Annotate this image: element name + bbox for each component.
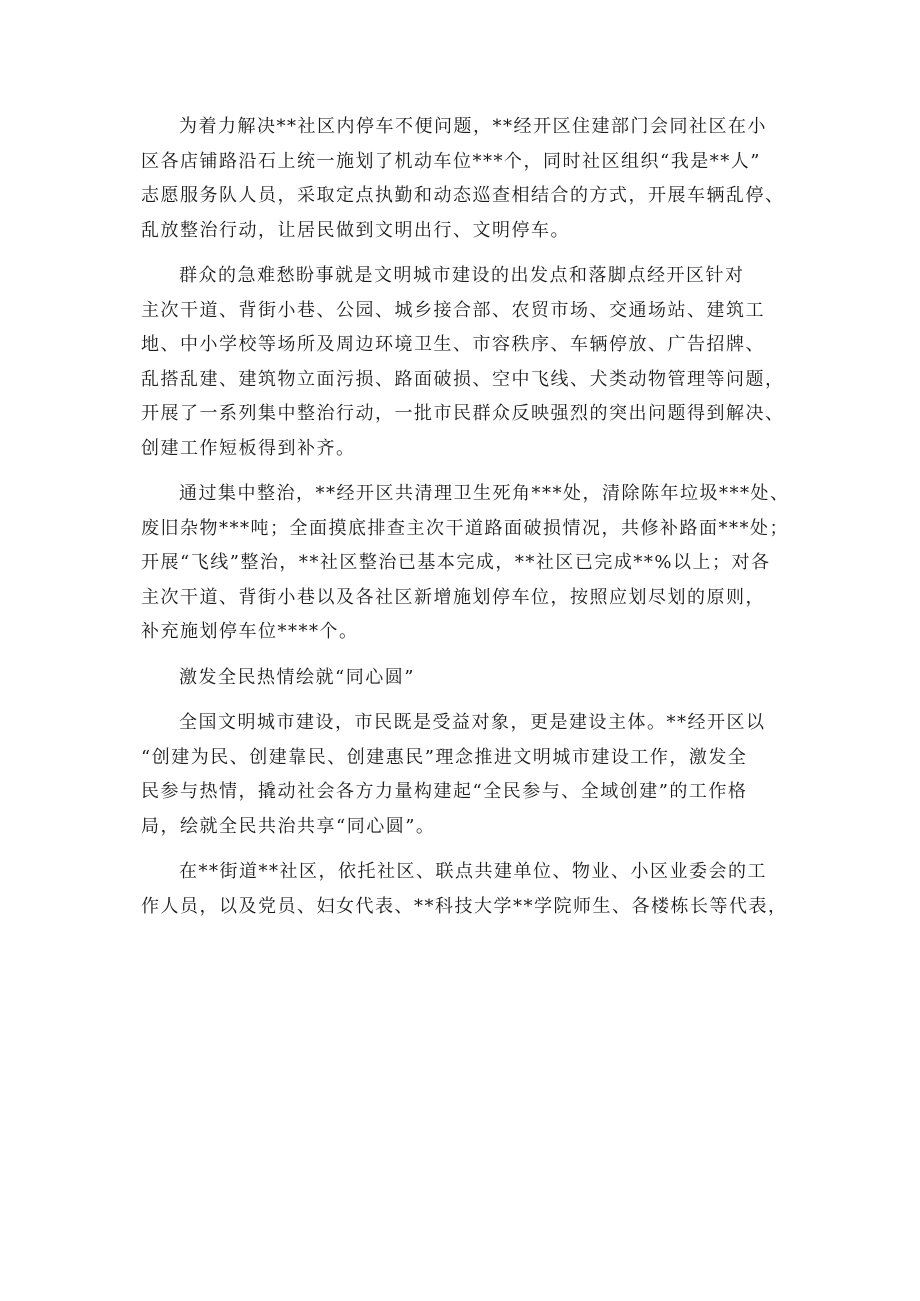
paragraph-line: 创建工作短板得到补齐。 bbox=[141, 437, 356, 459]
paragraph-line: 主次干道、背街小巷以及各社区新增施划停车位，按照应划尽划的原则， bbox=[141, 586, 765, 608]
paragraph-line: 局，绘就全民共治共享“同心圆”。 bbox=[141, 815, 436, 837]
paragraph-line: 乱放整治行动，让居民做到文明出行、文明停车。 bbox=[141, 219, 570, 241]
paragraph-line: 开展“飞线”整治，**社区整治已基本完成，**社区已完成**%以上；对各 bbox=[141, 552, 771, 573]
document-body bbox=[141, 110, 796, 935]
paragraph-line: 废旧杂物***吨；全面摸底排查主次干道路面破损情况，共修补路面***处； bbox=[141, 517, 789, 539]
paragraph-concerns bbox=[141, 259, 796, 466]
paragraph-results bbox=[141, 477, 796, 650]
paragraph-street bbox=[141, 855, 796, 924]
paragraph-line: 全国文明城市建设，市民既是受益对象，更是建设主体。**经开区以 bbox=[179, 712, 766, 733]
paragraph-line: 通过集中整治，**经开区共清理卫生死角***处，清除陈年垃圾***处、 bbox=[179, 483, 790, 504]
paragraph-citizens bbox=[141, 706, 796, 844]
paragraph-line: 在**街道**社区，依托社区、联点共建单位、物业、小区业委会的工 bbox=[179, 861, 767, 882]
paragraph-line: 作人员，以及党员、妇女代表、**科技大学**学院师生、各楼栋长等代表， bbox=[141, 895, 788, 917]
paragraph-line: 补充施划停车位****个。 bbox=[141, 621, 359, 642]
paragraph-line: 主次干道、背街小巷、公园、城乡接合部、农贸市场、交通场站、建筑工 bbox=[141, 299, 765, 321]
paragraph-line: 区各店铺路沿石上统一施划了机动车位***个，同时社区组织“我是**人” bbox=[141, 150, 761, 172]
paragraph-line: 开展了一系列集中整治行动，一批市民群众反映强烈的突出问题得到解决、 bbox=[141, 403, 785, 424]
paragraph-line: 志愿服务队人员，采取定点执勤和动态巡查相结合的方式，开展车辆乱停、 bbox=[141, 185, 785, 206]
paragraph-parking bbox=[141, 110, 796, 248]
paragraph-line: 为着力解决**社区内停车不便问题，**经开区住建部门会同社区在小 bbox=[179, 116, 767, 137]
paragraph-line: “创建为民、创建靠民、创建惠民”理念推进文明城市建设工作，激发全 bbox=[141, 746, 748, 768]
paragraph-line: 民参与热情，撬动社会各方力量构建起“全民参与、全域创建”的工作格 bbox=[141, 781, 748, 802]
section-heading: 激发全民热情绘就“同心圆” bbox=[179, 666, 415, 688]
paragraph-line: 地、中小学校等场所及周边环境卫生、市容秩序、车辆停放、广告招牌、 bbox=[141, 334, 765, 355]
paragraph-line: 群众的急难愁盼事就是文明城市建设的出发点和落脚点经开区针对 bbox=[179, 265, 745, 286]
paragraph-line: 乱搭乱建、建筑物立面污损、路面破损、空中飞线、犬类动物管理等问题， bbox=[141, 368, 785, 390]
